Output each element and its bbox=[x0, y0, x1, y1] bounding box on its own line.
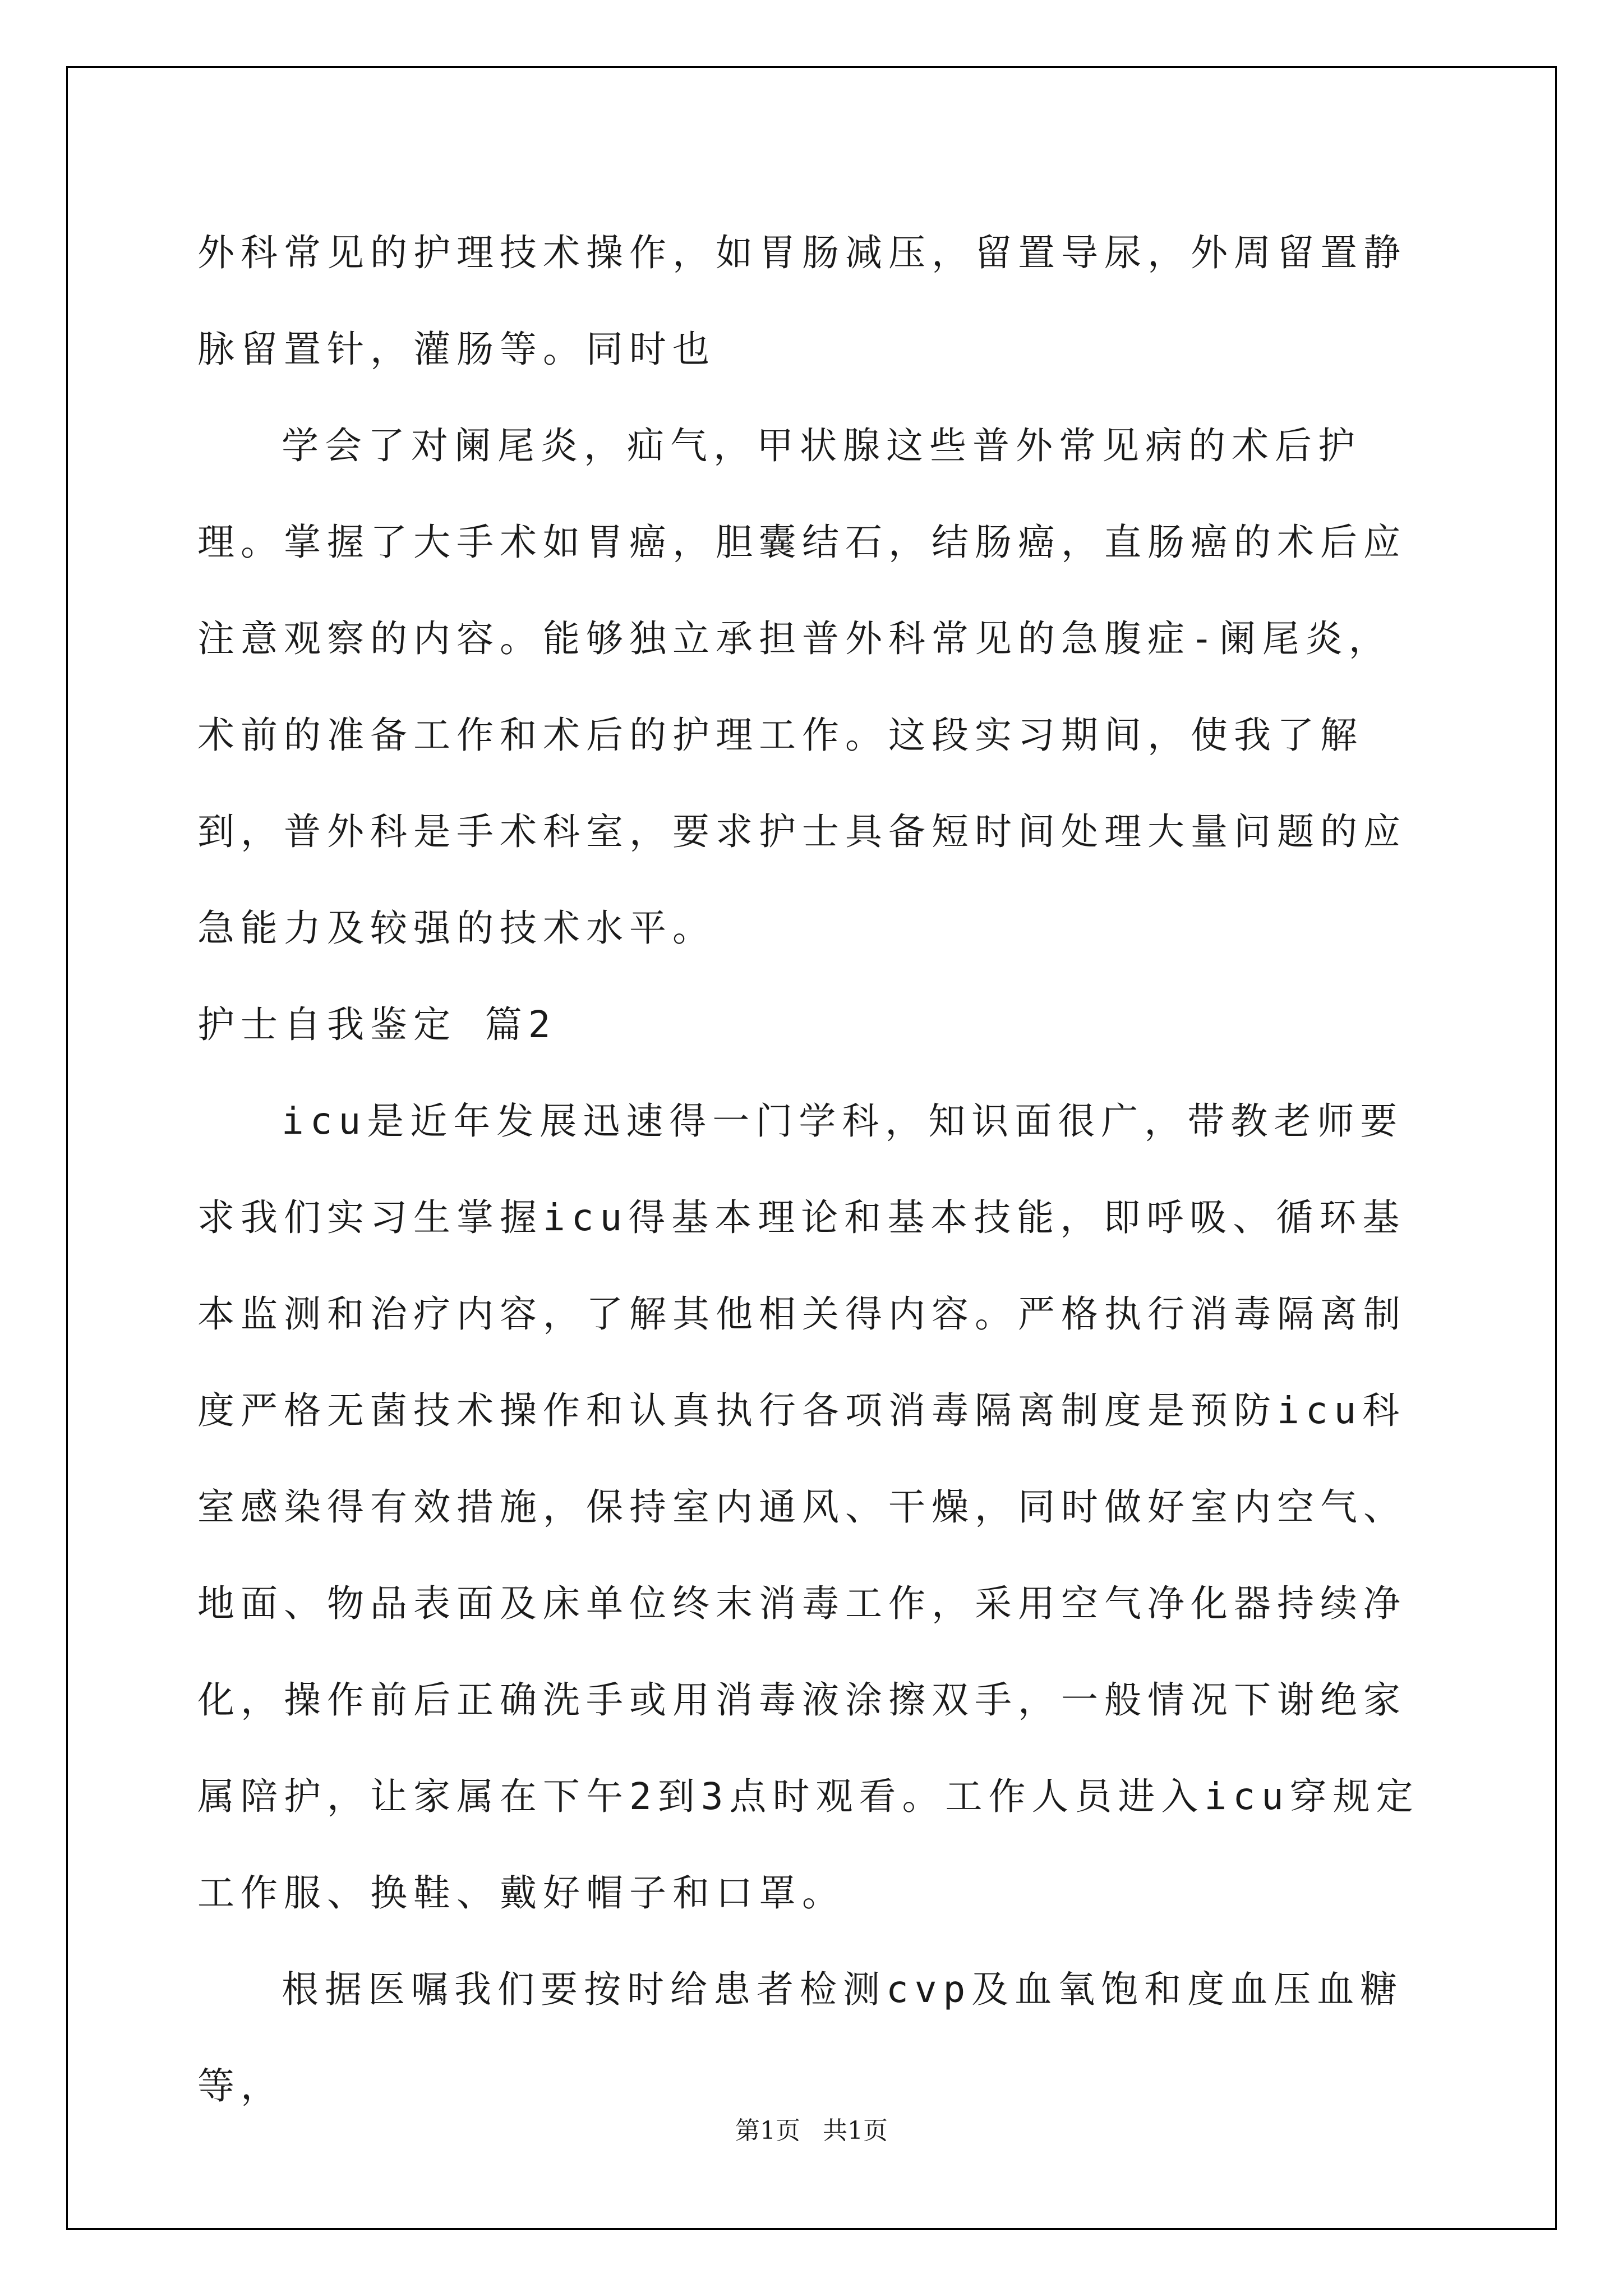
page-footer bbox=[0, 2110, 1623, 2146]
paragraph-1: 外科常见的护理技术操作，如胃肠减压，留置导尿，外周留置静脉留置针，灌肠等。同时也 bbox=[197, 231, 1407, 371]
page-total: 共1页 bbox=[823, 2116, 888, 2145]
paragraph-3: icu是近年发展迅速得一门学科，知识面很广，带教老师要求我们实习生掌握icu得基本理论和基本技能，即呼吸、循环基本监测和治疗内容，了解其他相关得内容。严格执行消毒隔离制度严格无菌技术操作和认真执行各项消毒隔离制度是预防icu科室感染得有效措施，保持室内通风、干燥，同时做好室内空气、地面、物品表面及床单位终末消毒工作，采用空气净化器持续净化，操作前后正确洗手或用消毒液涂擦双手，一般情况下谢绝家属陪护，让家属在下午2到3点时观看。工作人员进入icu穿规定工作服、换鞋、戴好帽子和口罩。 bbox=[197, 1099, 1419, 1915]
section-heading: 护士自我鉴定 篇2 bbox=[197, 1003, 557, 1046]
paragraph-4: 根据医嘱我们要按时给患者检测cvp及血氧饱和度血压血糖等， bbox=[197, 1968, 1404, 2108]
paragraph-2: 学会了对阑尾炎，疝气，甲状腺这些普外常见病的术后护理。掌握了大手术如胃癌，胆囊结石，结肠癌，直肠癌的术后应注意观察的内容。能够独立承担普外科常见的急腹症-阑尾炎，术前的准备工作和术后的护理工作。这段实习期间，使我了解到，普外科是手术科室，要求护士具备短时间处理大量问题的应急能力及较强的技术水平。 bbox=[197, 424, 1407, 950]
page-number: 第1页 bbox=[735, 2116, 800, 2145]
document-body bbox=[197, 205, 1426, 2134]
